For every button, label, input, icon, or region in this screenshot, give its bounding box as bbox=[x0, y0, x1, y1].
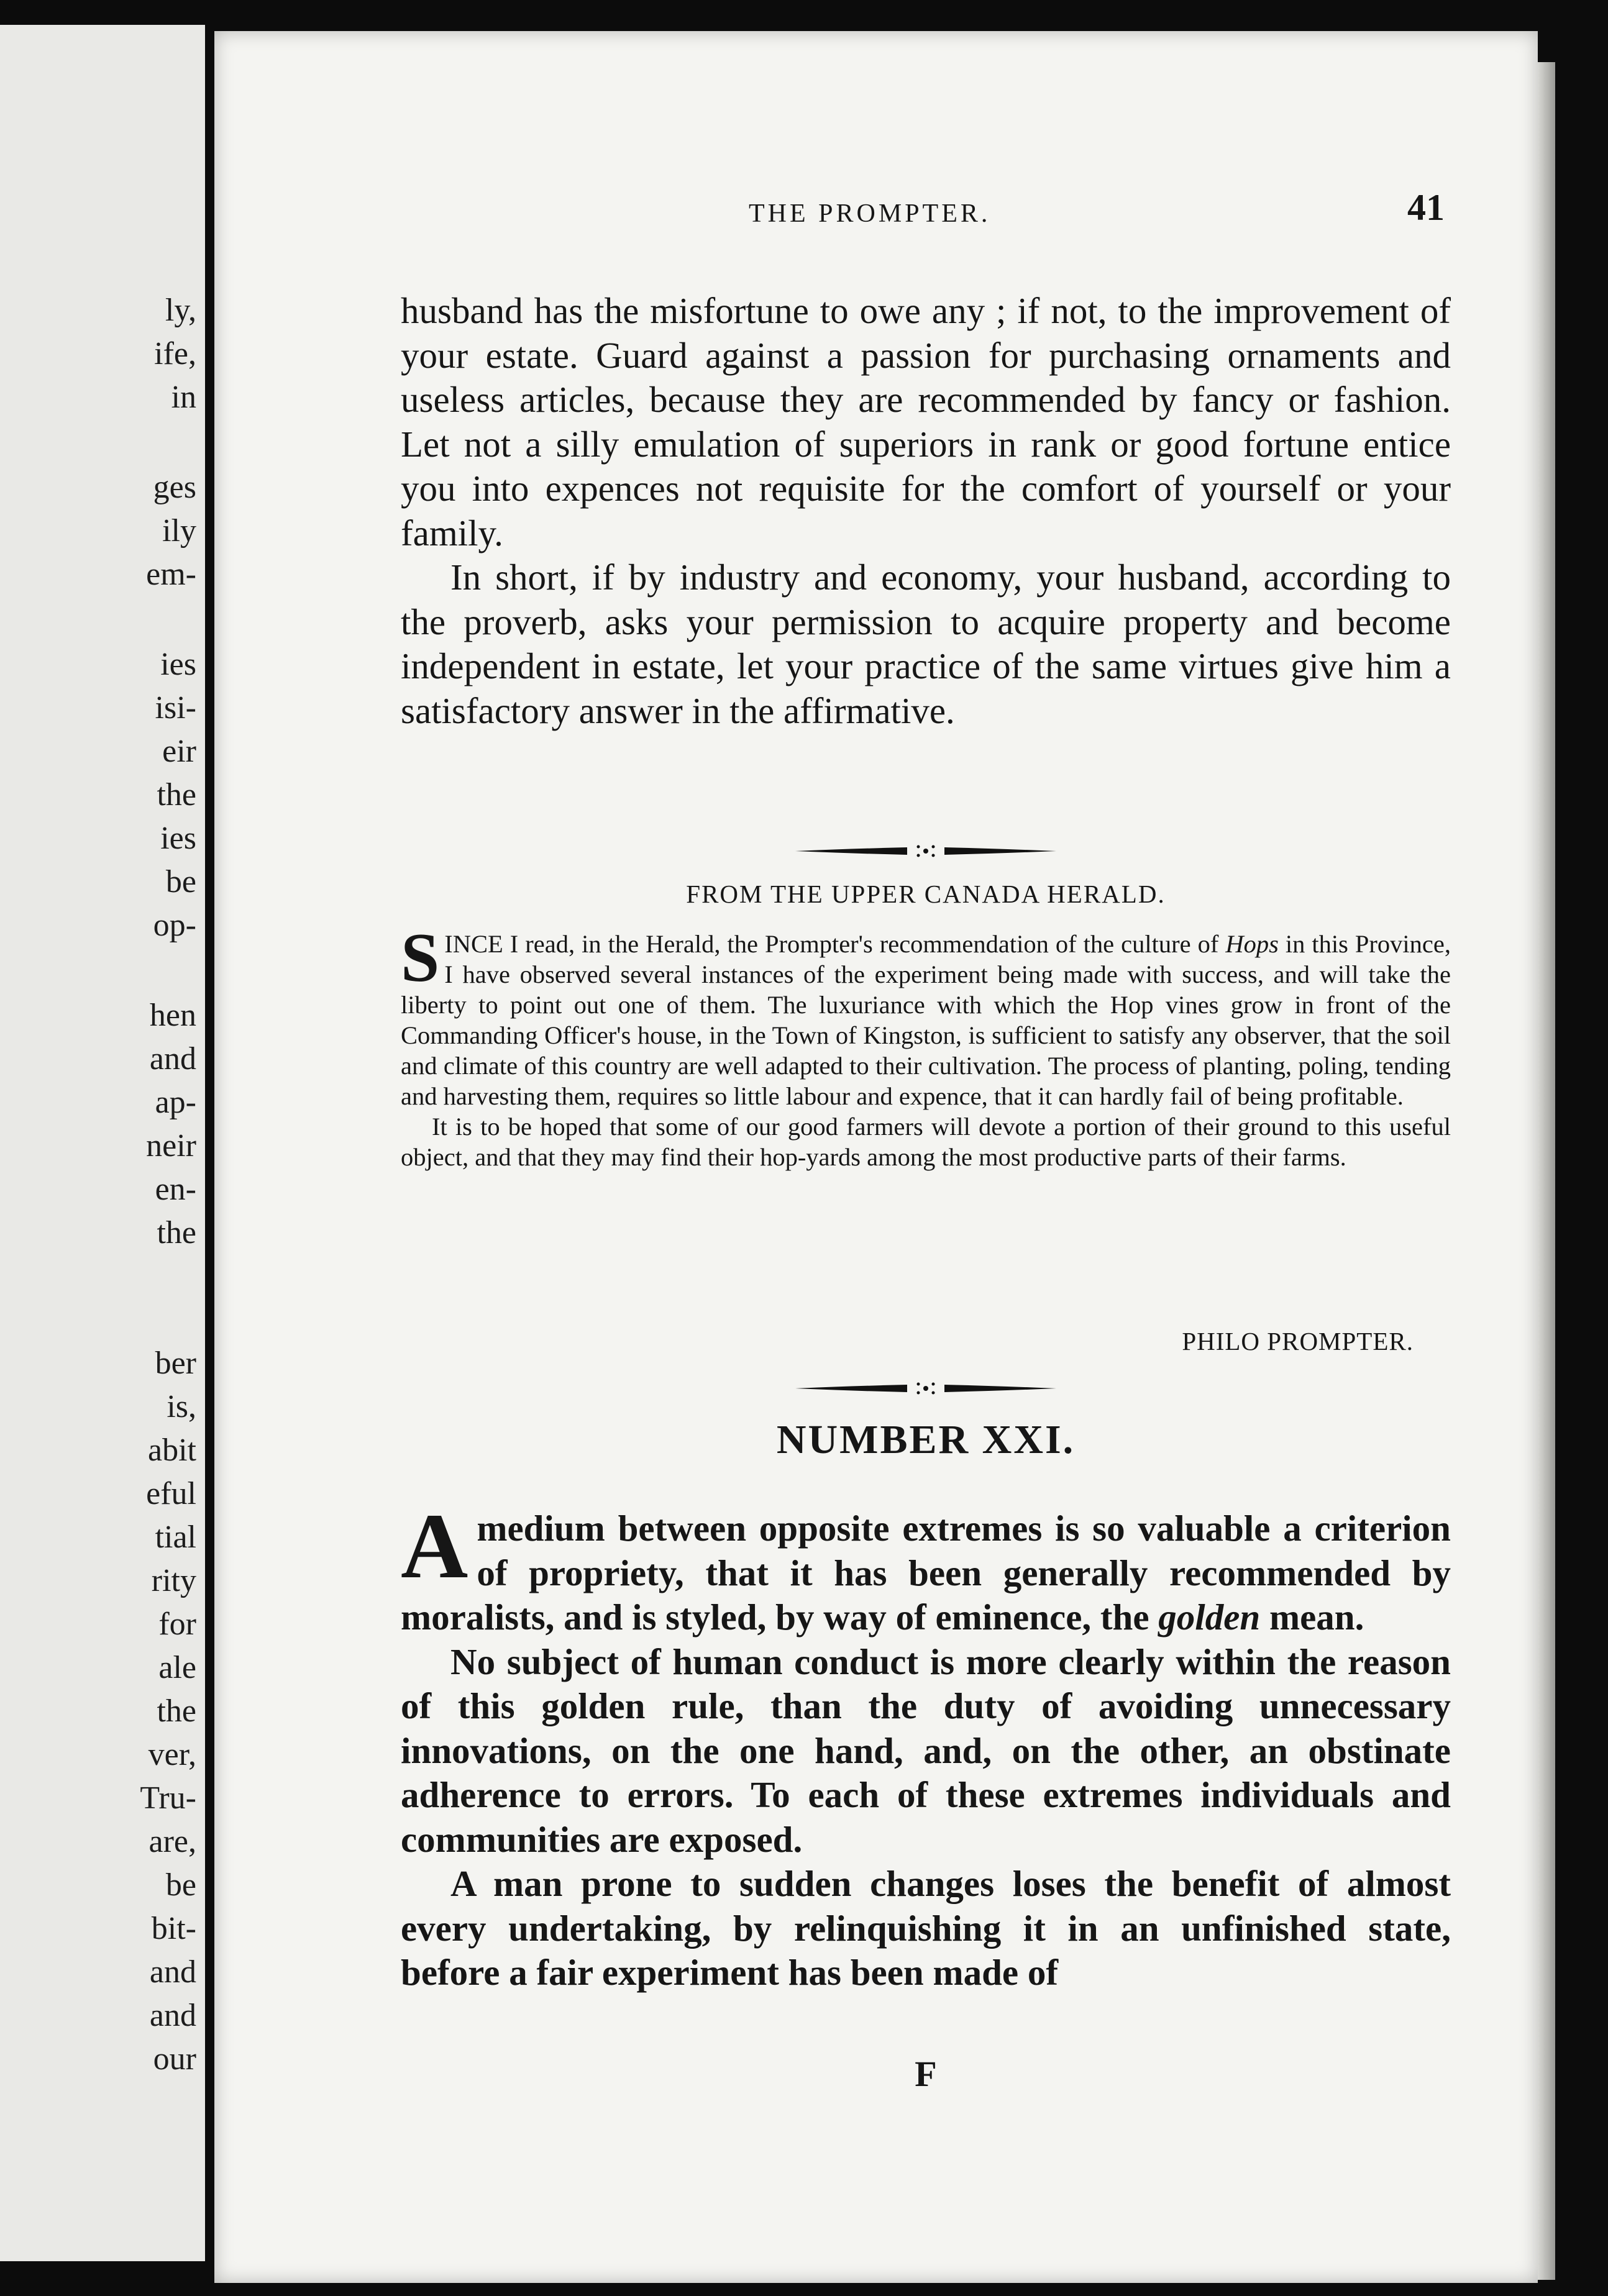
essay-paragraph: mean. bbox=[1260, 1597, 1364, 1638]
facing-page-line: and bbox=[149, 1041, 196, 1077]
paragraph: In short, if by industry and economy, your husband, according to the proverb, asks your permission to acquire property and become independent in estate, let your practice of the same virtues give him a satisfactory answer in the affirmative. bbox=[401, 557, 1451, 731]
facing-page-line: ife, bbox=[154, 336, 196, 371]
facing-page-line: ap- bbox=[155, 1085, 196, 1120]
signature-mark: F bbox=[915, 2054, 937, 2094]
facing-page-line: abit bbox=[148, 1433, 196, 1468]
essay-paragraph: A man prone to sudden changes loses the benefit of almost every undertaking, by relinquishing it in an unfinished state, before a fair experiment has been made of bbox=[401, 1863, 1451, 1993]
facing-page-line: em- bbox=[146, 557, 196, 592]
facing-page-line: hen bbox=[149, 998, 196, 1033]
facing-page-line: the bbox=[157, 777, 196, 813]
facing-page-line: en- bbox=[155, 1172, 196, 1207]
essay-paragraph: medium between opposite extremes is so valuable a criterion of propriety, that it has been generally recommended by moralists, and is styled, by way of eminence, the bbox=[401, 1508, 1451, 1638]
facing-page-line: in bbox=[171, 380, 196, 415]
facing-page-line: the bbox=[157, 1215, 196, 1250]
article-text: It is to be hoped that some of our good farmers will devote a portion of their ground to this useful object, and that they may find their hop-yards among the most productive parts of their farms. bbox=[401, 1113, 1451, 1171]
italic-word: golden bbox=[1158, 1597, 1261, 1638]
ornamental-rule bbox=[401, 1379, 1451, 1404]
continued-text bbox=[401, 289, 1451, 733]
facing-page-line: op- bbox=[153, 908, 196, 943]
running-head bbox=[401, 186, 1451, 236]
page-number: 41 bbox=[1407, 187, 1445, 228]
facing-page-line: isi- bbox=[155, 690, 196, 726]
ornamental-rule bbox=[401, 842, 1451, 867]
article-text: I read, in the Herald, the Prompter's recommendation of the culture of bbox=[503, 930, 1226, 958]
drop-cap: A bbox=[401, 1495, 468, 1598]
facing-page-line: ies bbox=[160, 647, 196, 682]
facing-page-line: Tru- bbox=[140, 1780, 196, 1816]
herald-article bbox=[401, 919, 1451, 1172]
essay-paragraph: No subject of human conduct is more clearly within the reason of this golden rule, than the duty of avoiding unnecessary innovations, on the one hand, and, on the other, an obstinate adherence to errors. To each of these extremes individuals and communities are exposed. bbox=[401, 1641, 1451, 1860]
facing-page-line: ale bbox=[158, 1650, 196, 1685]
running-title: THE PROMPTER. bbox=[749, 199, 991, 228]
paragraph: husband has the misfortune to owe any ; if not, to the improvement of your estate. Guard against a passion for purchasing ornaments and useless articles, because they are recommended by fancy or fashion. Let not a silly emulation of superiors in rank or good fortune entice you into expences not requisite for the comfort of yourself or your family. bbox=[401, 290, 1451, 554]
essay-heading: NUMBER XXI. bbox=[776, 1417, 1076, 1462]
facing-page-line: eful bbox=[146, 1476, 196, 1511]
italic-word: Hops bbox=[1225, 930, 1279, 958]
facing-page-line: is, bbox=[167, 1389, 196, 1424]
facing-page-line: eir bbox=[162, 734, 196, 769]
facing-page-line: ges bbox=[153, 470, 196, 505]
facing-page bbox=[0, 25, 205, 2261]
facing-page-line: ies bbox=[160, 821, 196, 856]
facing-page-line: bit- bbox=[151, 1911, 196, 1946]
facing-page-line: ily bbox=[162, 513, 196, 549]
facing-page-line: ber bbox=[155, 1346, 196, 1381]
small-caps-opening: INCE bbox=[444, 930, 503, 958]
facing-page-line: tial bbox=[155, 1519, 196, 1555]
facing-page-line: ly, bbox=[165, 293, 196, 328]
facing-page-line: neir bbox=[146, 1128, 196, 1164]
facing-page-line: and bbox=[149, 1954, 196, 1990]
facing-page-line: ver, bbox=[148, 1737, 196, 1772]
facing-page-line: and bbox=[149, 1998, 196, 2033]
drop-cap: S bbox=[401, 919, 440, 996]
facing-page-line: be bbox=[165, 864, 196, 900]
facing-page-line: be bbox=[165, 1867, 196, 1903]
signature: PHILO PROMPTER. bbox=[1182, 1327, 1414, 1355]
facing-page-line: the bbox=[157, 1693, 196, 1729]
page-edge bbox=[1538, 62, 1555, 2280]
facing-page-line: are, bbox=[148, 1824, 196, 1859]
facing-page-line: rity bbox=[151, 1563, 196, 1598]
article-text: in this Province, I have observed several instances of the experiment being made with success, and will take the liberty to point out one of them. The luxuriance with which the Hop vines grow in front of the Commanding Officer's house, in the Town of Kingston, is sufficient to satisfy any observer, that the soil and climate of this country are well adapted to their cultivation. The process of planting, poling, tending and harvesting them, requires so little labour and expence, that it can hardly fail of being profitable. bbox=[401, 930, 1451, 1110]
essay-text bbox=[401, 1495, 1451, 1995]
facing-page-line: for bbox=[158, 1606, 196, 1642]
article-heading: FROM THE UPPER CANADA HERALD. bbox=[686, 880, 1166, 908]
book-page bbox=[214, 31, 1538, 2283]
facing-page-line: our bbox=[153, 2041, 196, 2077]
